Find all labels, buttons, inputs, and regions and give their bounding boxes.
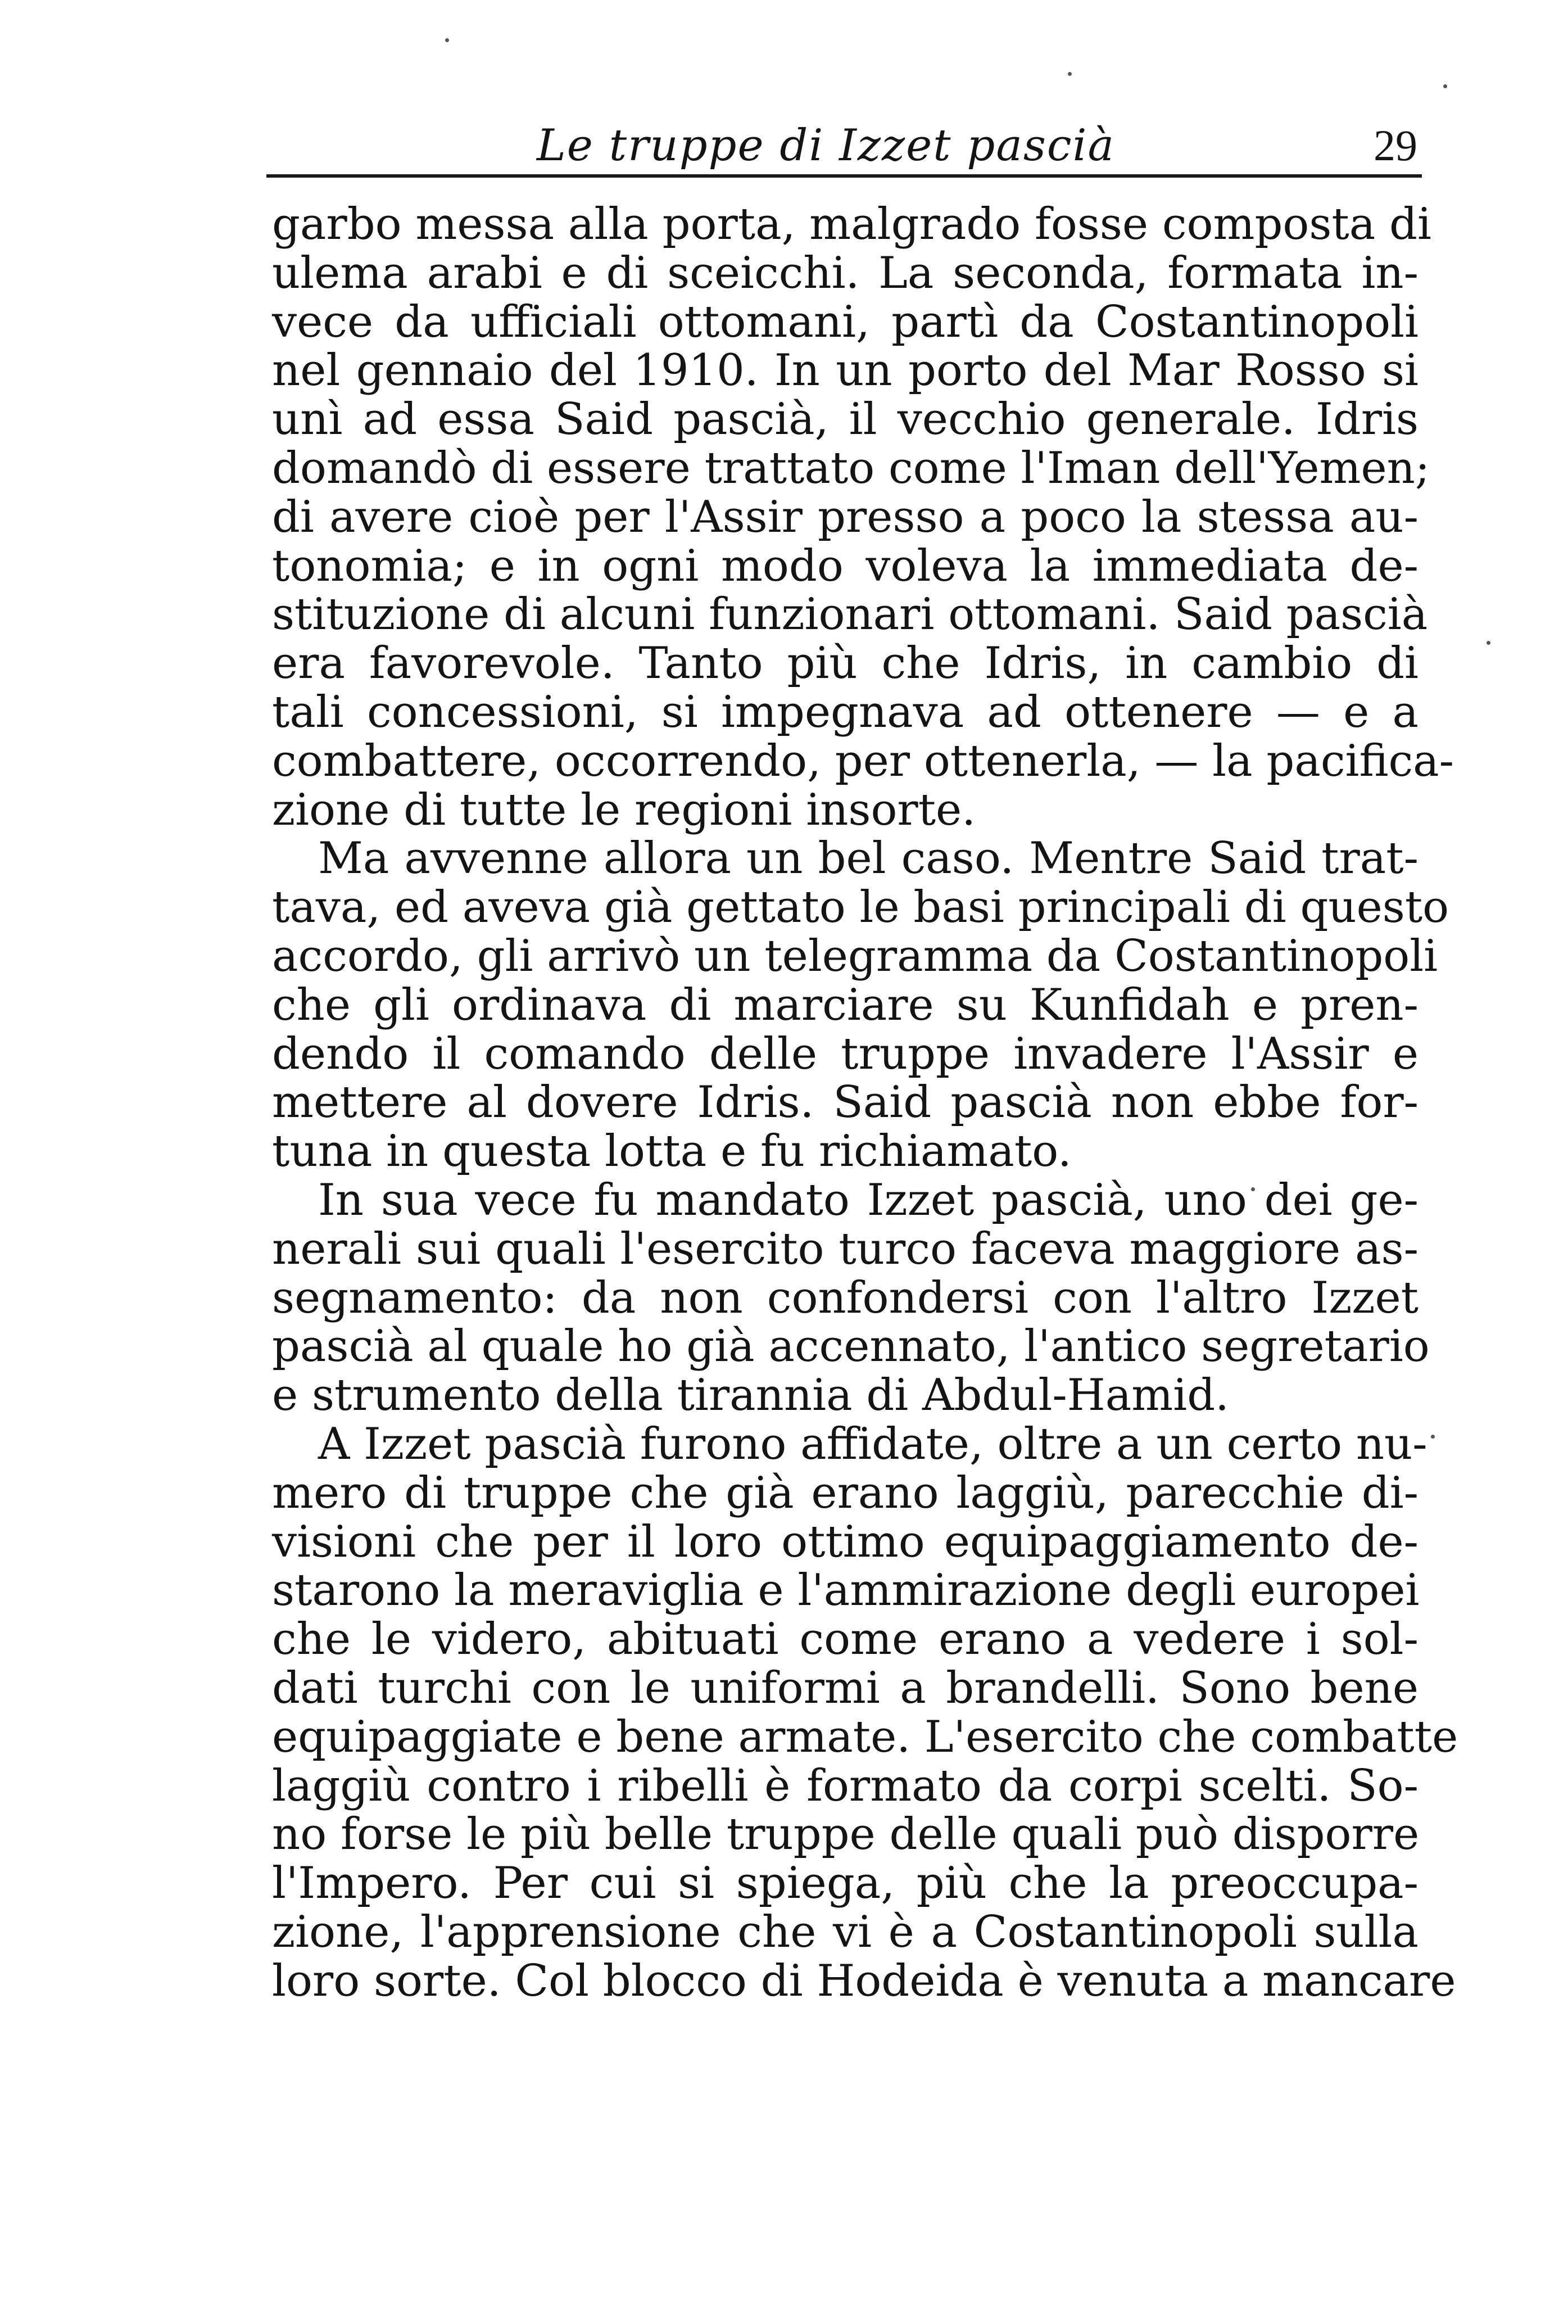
text-line: equipaggiate e bene armate. L'esercito che combatte [272, 1711, 1458, 1762]
text-line: era favorevole. Tanto più che Idris, in cambio di [272, 638, 1419, 689]
text-line: segnamento: da non confondersi con l'altro Izzet [272, 1272, 1419, 1323]
print-speck [1431, 1435, 1435, 1439]
text-line: l'Impero. Per cui si spiega, più che la preoccupa- [272, 1858, 1419, 1909]
text-line: che le videro, abituati come erano a vedere i sol- [272, 1614, 1419, 1665]
paragraph-start-line: In sua vece fu mandato Izzet pascià, uno dei ge- [318, 1174, 1419, 1226]
running-head [270, 100, 1422, 171]
text-line: tali concessioni, si impegnava ad ottenere — e a [272, 686, 1419, 738]
text-line: nel gennaio del 1910. In un porto del Mar Rosso si [272, 345, 1419, 396]
paragraph-start-line: A Izzet pascià furono affidate, oltre a un certo nu- [318, 1418, 1427, 1470]
page-number: 29 [1374, 121, 1417, 170]
text-line: ulema arabi e di sceicchi. La seconda, formata in- [272, 247, 1419, 299]
text-line: vece da ufficiali ottomani, partì da Costantinopoli [272, 296, 1419, 347]
text-line: tonomia; e in ogni modo voleva la immediata de- [272, 540, 1419, 591]
text-line: visioni che per il loro ottimo equipaggiamento de- [272, 1516, 1419, 1567]
text-line: loro sorte. Col blocco di Hodeida è venuta a mancare [272, 1955, 1456, 2006]
text-line: che gli ordinava di marciare su Kunfidah e pren- [272, 979, 1419, 1030]
body-text [272, 199, 1458, 2006]
print-speck [1443, 84, 1447, 88]
text-line: garbo messa alla porta, malgrado fosse composta di [272, 199, 1431, 250]
text-line: e strumento della tirannia di Abdul-Hamid. [272, 1370, 1229, 1421]
text-line: mettere al dovere Idris. Said pascià non ebbe for- [272, 1077, 1419, 1128]
text-line: dendo il comando delle truppe invadere l'Assir e [272, 1028, 1419, 1079]
text-line: combattere, occorrendo, per ottenerla, — la pacifica- [272, 735, 1454, 786]
text-line: tuna in questa lotta e fu richiamato. [272, 1126, 1072, 1177]
print-speck [1487, 641, 1490, 645]
header-rule [266, 174, 1422, 178]
text-line: dati turchi con le uniformi a brandelli. Sono bene [272, 1662, 1419, 1713]
text-line: pascià al quale ho già accennato, l'antico segretario [272, 1321, 1430, 1372]
text-line: zione, l'apprensione che vi è a Costantinopoli sulla [272, 1906, 1419, 1957]
text-line: tava, ed aveva già gettato le basi principali di questo [272, 882, 1449, 933]
text-line: accordo, gli arrivò un telegramma da Costantinopoli [272, 930, 1438, 982]
text-line: stituzione di alcuni funzionari ottomani. Said pascià [272, 589, 1428, 640]
running-title: Le truppe di Izzet pascià [537, 120, 1115, 171]
text-line: mero di truppe che già erano laggiù, parecchie di- [272, 1467, 1419, 1518]
text-line: domandò di essere trattato come l'Iman dell'Yemen; [272, 442, 1430, 494]
text-line: laggiù contro i ribelli è formato da corpi scelti. So- [272, 1760, 1419, 1811]
print-speck [445, 38, 449, 42]
text-line: di avere cioè per l'Assir presso a poco la stessa au- [272, 491, 1419, 542]
paragraph-start-line: Ma avvenne allora un bel caso. Mentre Said trat- [318, 833, 1419, 884]
text-line: unì ad essa Said pascià, il vecchio generale. Idris [272, 394, 1419, 445]
print-speck [1068, 72, 1072, 76]
text-line: nerali sui quali l'esercito turco faceva maggiore as- [272, 1223, 1419, 1274]
text-line: starono la meraviglia e l'ammirazione degli europei [272, 1565, 1420, 1616]
text-line: no forse le più belle truppe delle quali può disporre [272, 1809, 1420, 1860]
text-line: zione di tutte le regioni insorte. [272, 784, 976, 835]
